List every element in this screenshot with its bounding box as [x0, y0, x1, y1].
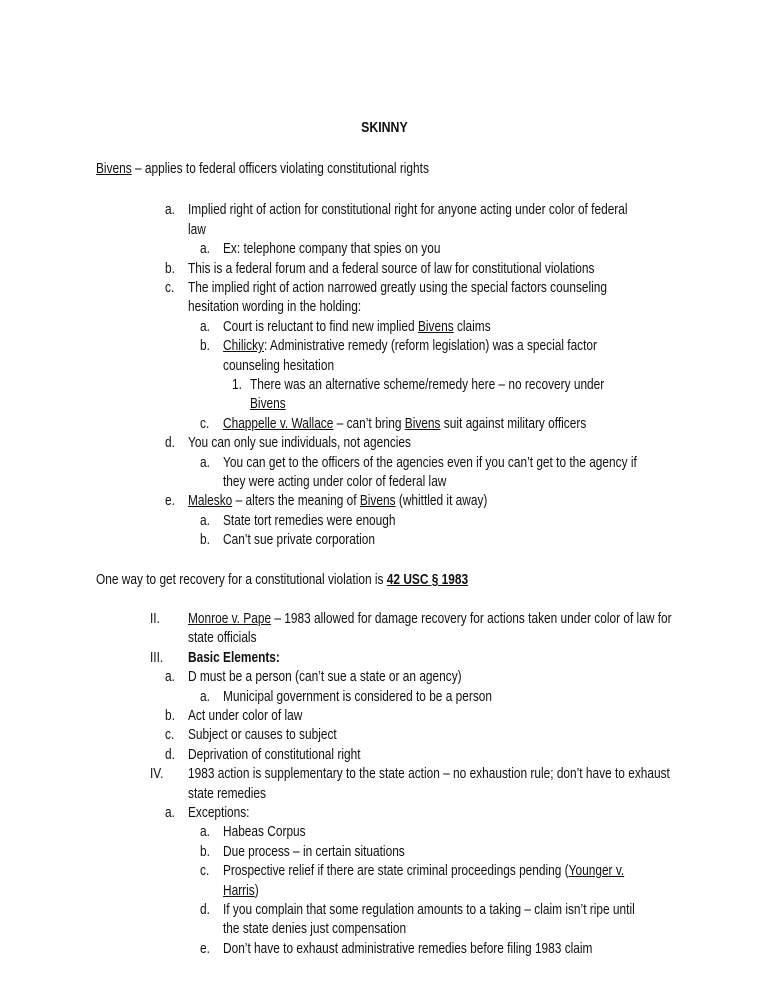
document-line — [223, 862, 624, 881]
list-marker: a. — [200, 824, 210, 841]
case-reference: Bivens — [404, 415, 441, 432]
list-marker: b. — [200, 532, 210, 549]
list-marker: a. — [200, 454, 210, 471]
document-line — [188, 434, 411, 453]
line-text: state remedies — [188, 785, 266, 802]
case-reference: Bivens — [359, 493, 396, 510]
document-line — [188, 726, 337, 745]
document-line — [223, 337, 597, 356]
list-marker: a. — [200, 241, 210, 258]
line-text: Basic Elements: — [188, 649, 280, 666]
line-text: Ex: telephone company that spies on you — [223, 241, 441, 258]
line-text: counseling hesitation — [223, 357, 335, 374]
line-text: ) — [254, 882, 259, 899]
document-line — [223, 415, 586, 434]
line-text: One way to get recovery for a constitutional violation is — [96, 571, 387, 588]
line-text: Habeas Corpus — [223, 824, 306, 841]
document-line — [188, 492, 487, 511]
list-marker: d. — [200, 902, 210, 918]
document-line — [96, 571, 468, 590]
line-text: Implied right of action for constitutional right for anyone acting under color of federal — [188, 202, 628, 219]
document-line — [188, 279, 607, 298]
document-line — [223, 318, 491, 337]
document-line — [188, 610, 672, 629]
case-reference: Bivens — [417, 318, 454, 335]
line-text: claims — [453, 318, 491, 335]
list-marker: a. — [200, 318, 210, 335]
list-marker: e. — [200, 940, 210, 957]
list-marker: b. — [165, 708, 175, 724]
line-text: The implied right of action narrowed greatly using the special factors counseling — [188, 280, 608, 296]
document-line — [223, 823, 306, 842]
line-text: the state denies just compensation — [223, 921, 407, 938]
line-text: Can’t sue private corporation — [223, 532, 376, 549]
line-text: Due process – in certain situations — [223, 843, 405, 860]
line-text: state officials — [188, 630, 257, 647]
list-marker: a. — [200, 688, 210, 705]
document-line — [223, 531, 375, 550]
case-reference: Younger v. — [568, 863, 625, 880]
list-marker: c. — [200, 415, 210, 432]
list-marker: IV. — [150, 766, 164, 783]
list-marker: b. — [165, 260, 175, 277]
line-text: This is a federal forum and a federal source of law for constitutional violations — [188, 260, 595, 277]
list-marker: b. — [200, 843, 210, 860]
case-reference: Chappelle v. Wallace — [223, 415, 334, 432]
document-line — [223, 901, 635, 920]
line-text: – alters the meaning of — [232, 493, 360, 510]
line-text: (whittled it away) — [395, 493, 488, 510]
document-line — [188, 649, 280, 668]
document-line — [223, 512, 396, 531]
line-text: : Administrative remedy (reform legislation) was a special factor — [263, 338, 598, 355]
document-line — [223, 688, 492, 707]
line-text: – applies to federal officers violating constitutional rights — [131, 161, 429, 177]
document-line — [223, 920, 406, 939]
document-line — [188, 260, 594, 279]
list-marker: e. — [165, 493, 175, 510]
document-line — [188, 629, 257, 648]
case-reference: Harris — [223, 882, 255, 899]
list-marker: a. — [165, 669, 175, 686]
line-text: You can only sue individuals, not agencies — [188, 435, 411, 452]
line-text: Prospective relief if there are state criminal proceedings pending ( — [223, 863, 569, 880]
line-text: Subject or causes to subject — [188, 727, 337, 744]
document-line — [96, 160, 429, 179]
document-line — [188, 668, 462, 687]
line-text: suit against military officers — [440, 415, 587, 432]
document-line — [188, 707, 302, 726]
document-line — [223, 473, 446, 492]
line-text: – can’t bring — [333, 415, 405, 432]
line-text: Don’t have to exhaust administrative remedies before filing 1983 claim — [223, 940, 593, 957]
line-text: Court is reluctant to find new implied — [223, 318, 418, 335]
document-line — [188, 804, 249, 823]
line-text: State tort remedies were enough — [223, 512, 396, 529]
list-marker: 1. — [232, 377, 242, 393]
list-marker: b. — [200, 338, 210, 355]
case-reference: Bivens — [96, 161, 132, 177]
line-text: There was an alternative scheme/remedy here – no recovery under — [250, 377, 605, 393]
list-marker: c. — [200, 863, 210, 880]
document-title-text: SKINNY — [360, 120, 408, 136]
document-line — [223, 843, 405, 862]
document-line — [223, 454, 637, 473]
line-text: Exceptions: — [188, 805, 250, 821]
document-line — [188, 298, 361, 317]
document-line — [250, 376, 604, 395]
line-text: You can get to the officers of the agencies even if you can’t get to the agency if — [223, 454, 637, 471]
case-reference: Malesko — [188, 493, 233, 510]
document-line — [188, 785, 266, 804]
line-text: they were acting under color of federal law — [223, 474, 447, 490]
document-line — [250, 395, 286, 414]
list-marker: c. — [165, 280, 175, 296]
line-text: Municipal government is considered to be a person — [223, 688, 493, 705]
case-reference: Bivens — [250, 396, 286, 413]
list-marker: c. — [165, 727, 175, 744]
document-line — [223, 357, 334, 376]
list-marker: d. — [165, 435, 175, 452]
list-marker: a. — [200, 512, 210, 529]
document-title — [0, 120, 768, 136]
list-marker: a. — [165, 202, 175, 219]
line-text: D must be a person (can’t sue a state or an agency) — [188, 669, 462, 686]
case-reference: Monroe v. Pape — [188, 611, 272, 627]
line-text: hesitation wording in the holding: — [188, 299, 362, 316]
line-text: 1983 action is supplementary to the state action – no exhaustion rule; don’t have to exhaust — [188, 766, 670, 783]
document-line — [223, 940, 592, 959]
case-reference: 42 USC § 1983 — [386, 571, 469, 588]
line-text: Act under color of law — [188, 708, 303, 724]
document-line — [223, 240, 440, 259]
document-line — [188, 221, 206, 240]
document-line — [188, 765, 670, 784]
line-text: If you complain that some regulation amounts to a taking – claim isn’t ripe until — [223, 902, 635, 918]
list-marker: III. — [150, 649, 164, 666]
document-line — [188, 201, 628, 220]
list-marker: a. — [165, 805, 175, 821]
line-text: – 1983 allowed for damage recovery for actions taken under color of law for — [271, 611, 672, 627]
list-marker: d. — [165, 746, 175, 763]
case-reference: Chilicky — [223, 338, 264, 355]
document-line — [223, 882, 259, 901]
line-text: Deprivation of constitutional right — [188, 746, 361, 763]
document-line — [188, 746, 361, 765]
list-marker: II. — [150, 611, 160, 627]
line-text: law — [188, 221, 206, 238]
